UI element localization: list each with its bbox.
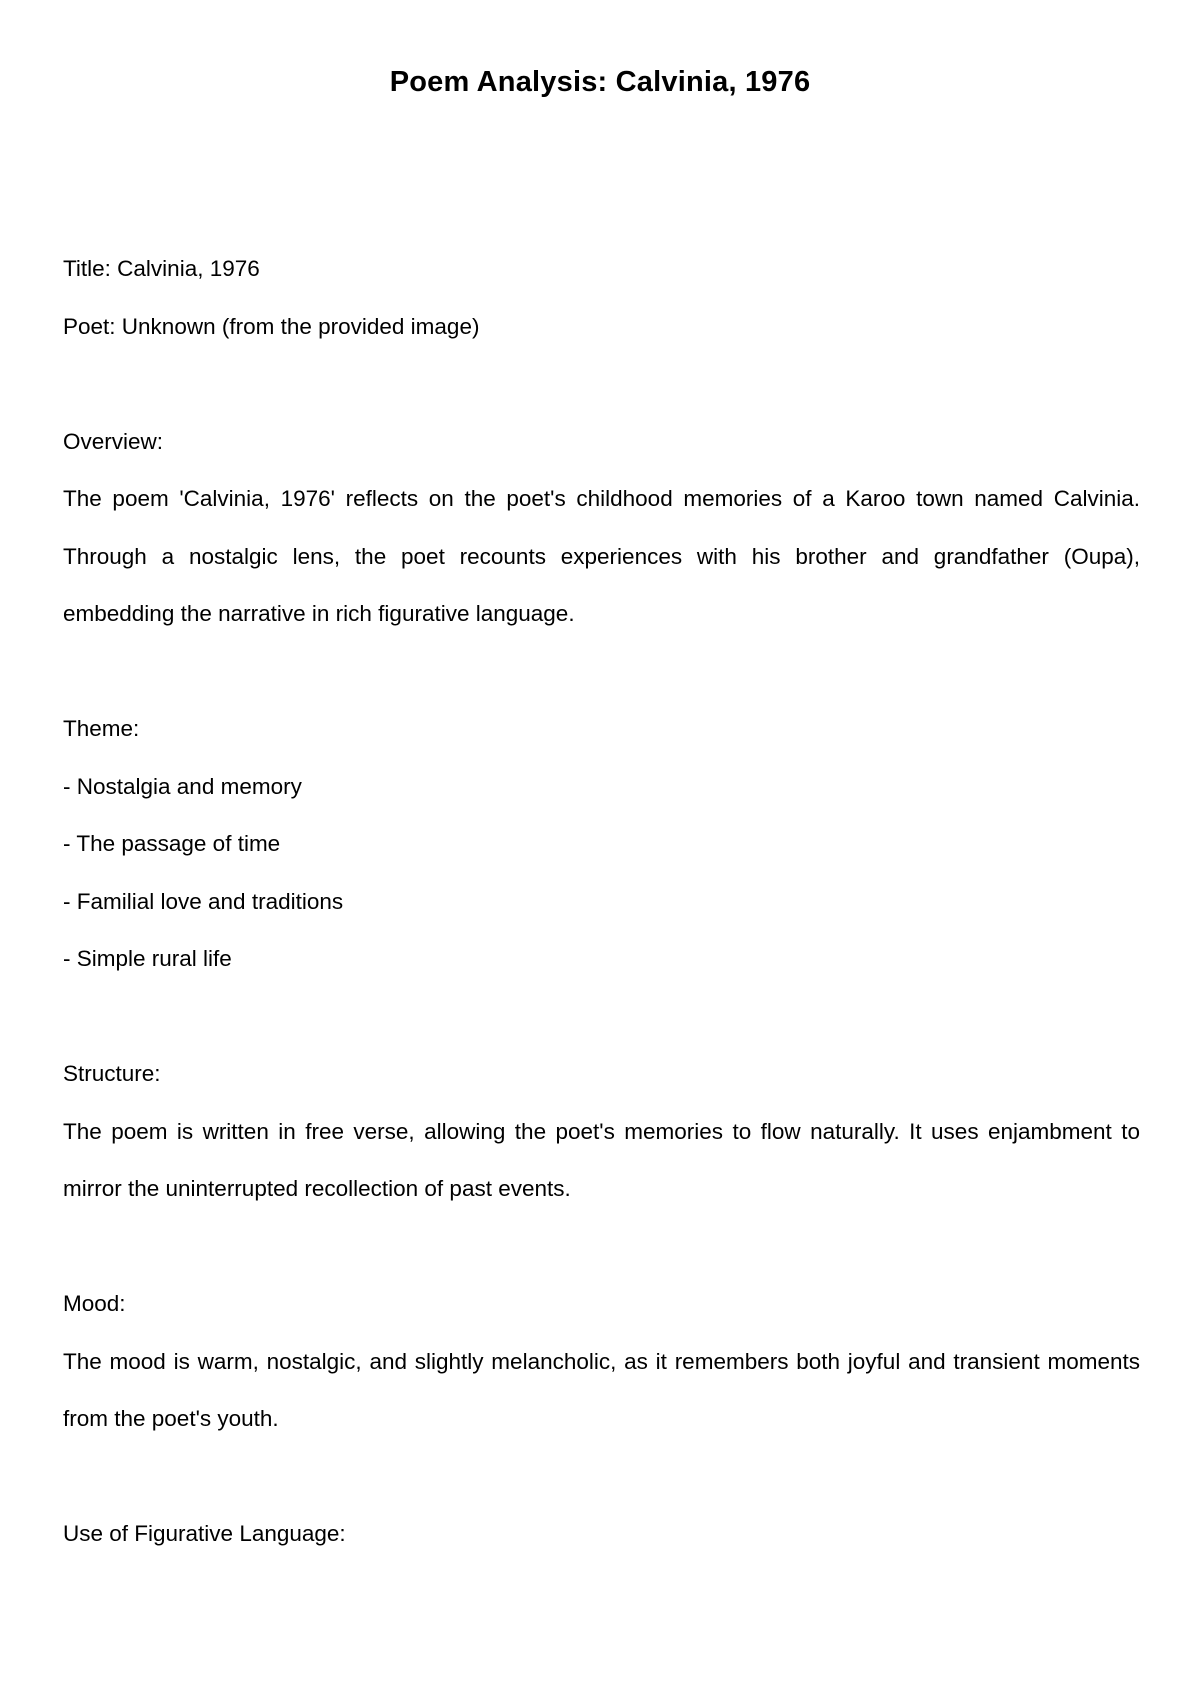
overview-heading: Overview: — [63, 428, 164, 454]
structure-text: The poem is written in free verse, allowing the poet's memories to flow naturally. It uses enjambment to mirror the uninterrupted recollection of past events. — [63, 1118, 1140, 1201]
document-title: Poem Analysis: Calvinia, 1976 — [389, 66, 811, 98]
title-line: Title: Calvinia, 1976 — [63, 256, 260, 281]
theme-heading: Theme: — [63, 716, 140, 741]
theme-list — [63, 758, 1140, 988]
spacer — [63, 643, 1140, 701]
overview-text: The poem 'Calvinia, 1976' reflects on the poet's childhood memories of a Karoo town named Calvinia. Through a nostalgic lens, the poet recounts experiences with his brother and grandfather (Oupa), embedding the narrative in rich figurative language. — [63, 486, 1140, 626]
mood-heading: Mood: — [63, 1291, 126, 1316]
theme-item: - Nostalgia and memory — [63, 773, 302, 799]
spacer — [63, 988, 1140, 1046]
spacer — [63, 1218, 1140, 1276]
figurative-heading: Use of Figurative Language: — [63, 1521, 346, 1546]
theme-item: - Simple rural life — [63, 946, 232, 971]
spacer — [63, 355, 1140, 413]
poet-line: Poet: Unknown (from the provided image) — [63, 313, 480, 339]
mood-text: The mood is warm, nostalgic, and slightly melancholic, as it remembers both joyful and transient moments from the poet's youth. — [63, 1348, 1140, 1431]
document-body — [63, 240, 1140, 1563]
theme-item: - Familial love and traditions — [63, 888, 344, 914]
structure-heading: Structure: — [63, 1061, 161, 1086]
spacer — [63, 1448, 1140, 1506]
theme-item: - The passage of time — [63, 831, 281, 856]
